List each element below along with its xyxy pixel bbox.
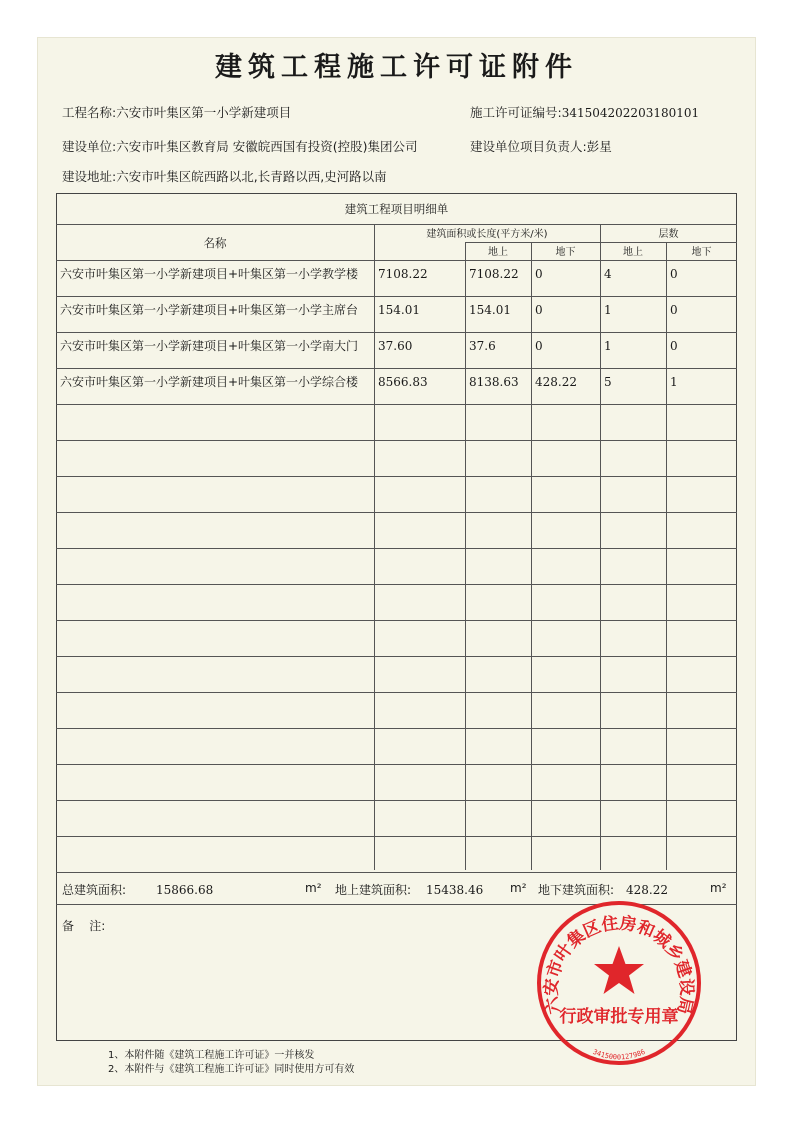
table-row-divider (56, 548, 737, 549)
table-row-divider (56, 368, 737, 369)
table-row-divider (56, 620, 737, 621)
permit-no-row (470, 103, 699, 121)
row-floors-below: 0 (670, 339, 678, 353)
below-area-value: 428.22 (626, 883, 668, 897)
above-area-unit: m² (510, 881, 527, 895)
row-floors-below: 0 (670, 303, 678, 317)
row-area-total: 7108.22 (378, 267, 428, 281)
manager-row (470, 137, 612, 155)
project-name-label: 工程名称: (62, 105, 117, 120)
row-name: 六安市叶集区第一小学新建项目+叶集区第一小学主席台 (60, 303, 359, 317)
builder-value: 六安市叶集区教育局 安徽皖西国有投资(控股)集团公司 (116, 139, 418, 154)
row-area-below: 0 (535, 303, 543, 317)
sub-header-floors-above: 地上 (623, 247, 643, 258)
row-area-total: 37.60 (378, 339, 413, 353)
project-name-row (62, 103, 291, 121)
table-row-divider (56, 440, 737, 441)
row-area-total: 8566.83 (378, 375, 428, 389)
table-row-divider (56, 404, 737, 405)
table-line (465, 242, 737, 243)
table-row-divider (56, 800, 737, 801)
row-name: 六安市叶集区第一小学新建项目+叶集区第一小学综合楼 (60, 375, 359, 389)
col-header-floors: 层数 (658, 229, 679, 240)
address-value: 六安市叶集区皖西路以北,长青路以西,史河路以南 (116, 169, 387, 184)
manager-value: 彭星 (586, 139, 612, 154)
sub-header-area-below: 地下 (555, 247, 576, 258)
row-area-below: 0 (535, 267, 543, 281)
row-floors-below: 0 (670, 267, 678, 281)
total-area-unit: m² (305, 881, 322, 895)
row-floors-above: 5 (604, 375, 612, 389)
row-area-below: 428.22 (535, 375, 577, 389)
table-row-divider (56, 332, 737, 333)
table-line (531, 242, 532, 870)
table-row-divider (56, 656, 737, 657)
table-line (374, 224, 375, 870)
table-caption: 建筑工程项目明细单 (344, 202, 449, 216)
table-row-divider (56, 728, 737, 729)
row-name: 六安市叶集区第一小学新建项目+叶集区第一小学教学楼 (60, 267, 359, 281)
address-label: 建设地址: (62, 169, 117, 184)
table-row-divider (56, 872, 737, 873)
seal-serial: 3415000127986 (591, 1047, 647, 1062)
col-header-area: 建筑面积或长度(平方米/米) (426, 229, 548, 240)
table-line (56, 224, 737, 225)
project-name-value: 六安市叶集区第一小学新建项目 (116, 105, 292, 120)
row-name: 六安市叶集区第一小学新建项目+叶集区第一小学南大门 (60, 339, 359, 353)
table-line (666, 242, 667, 870)
table-row-divider (56, 692, 737, 693)
row-area-above: 37.6 (469, 339, 496, 353)
row-floors-above: 4 (604, 267, 612, 281)
document-title: 建筑工程施工许可证附件 (215, 52, 578, 83)
seal-arc-text: 六安市叶集区住房和城乡建设局 (541, 913, 697, 1016)
row-floors-above: 1 (604, 339, 612, 353)
above-area-value: 15438.46 (426, 883, 484, 897)
below-area-unit: m² (710, 881, 727, 895)
row-area-above: 8138.63 (469, 375, 519, 389)
row-area-below: 0 (535, 339, 543, 353)
row-area-above: 154.01 (469, 303, 511, 317)
remarks-label: 备 注: (62, 919, 106, 933)
manager-label: 建设单位项目负责人: (470, 139, 587, 154)
table-row-divider (56, 584, 737, 585)
table-row-divider (56, 836, 737, 837)
builder-label: 建设单位: (62, 139, 117, 154)
sub-header-floors-below: 地下 (691, 247, 712, 258)
footnote-1: 1、本附件随《建筑工程施工许可证》一并核发 (108, 1050, 315, 1061)
table-row-divider (56, 764, 737, 765)
seal-center-text: 行政审批专用章 (559, 1007, 679, 1027)
row-floors-below: 1 (670, 375, 678, 389)
table-line (465, 242, 466, 870)
table-row-divider (56, 476, 737, 477)
permit-no-value: 341504202203180101 (561, 106, 700, 120)
address-row (62, 167, 387, 185)
table-line (600, 224, 601, 870)
official-seal (534, 898, 704, 1068)
above-area-label: 地上建筑面积: (335, 883, 412, 897)
row-area-above: 7108.22 (469, 267, 519, 281)
row-floors-above: 1 (604, 303, 612, 317)
builder-row (62, 137, 417, 155)
below-area-label: 地下建筑面积: (538, 883, 615, 897)
table-row-divider (56, 512, 737, 513)
row-area-total: 154.01 (378, 303, 420, 317)
sub-header-area-above: 地上 (488, 247, 508, 258)
seal-star-icon (594, 946, 644, 994)
total-area-value: 15866.68 (156, 883, 214, 897)
table-line (56, 260, 737, 261)
total-area-label: 总建筑面积: (62, 883, 127, 897)
footnote-2: 2、本附件与《建筑工程施工许可证》同时使用方可有效 (108, 1064, 355, 1075)
table-row-divider (56, 296, 737, 297)
permit-no-label: 施工许可证编号: (470, 105, 562, 120)
col-header-name: 名称 (203, 236, 227, 250)
